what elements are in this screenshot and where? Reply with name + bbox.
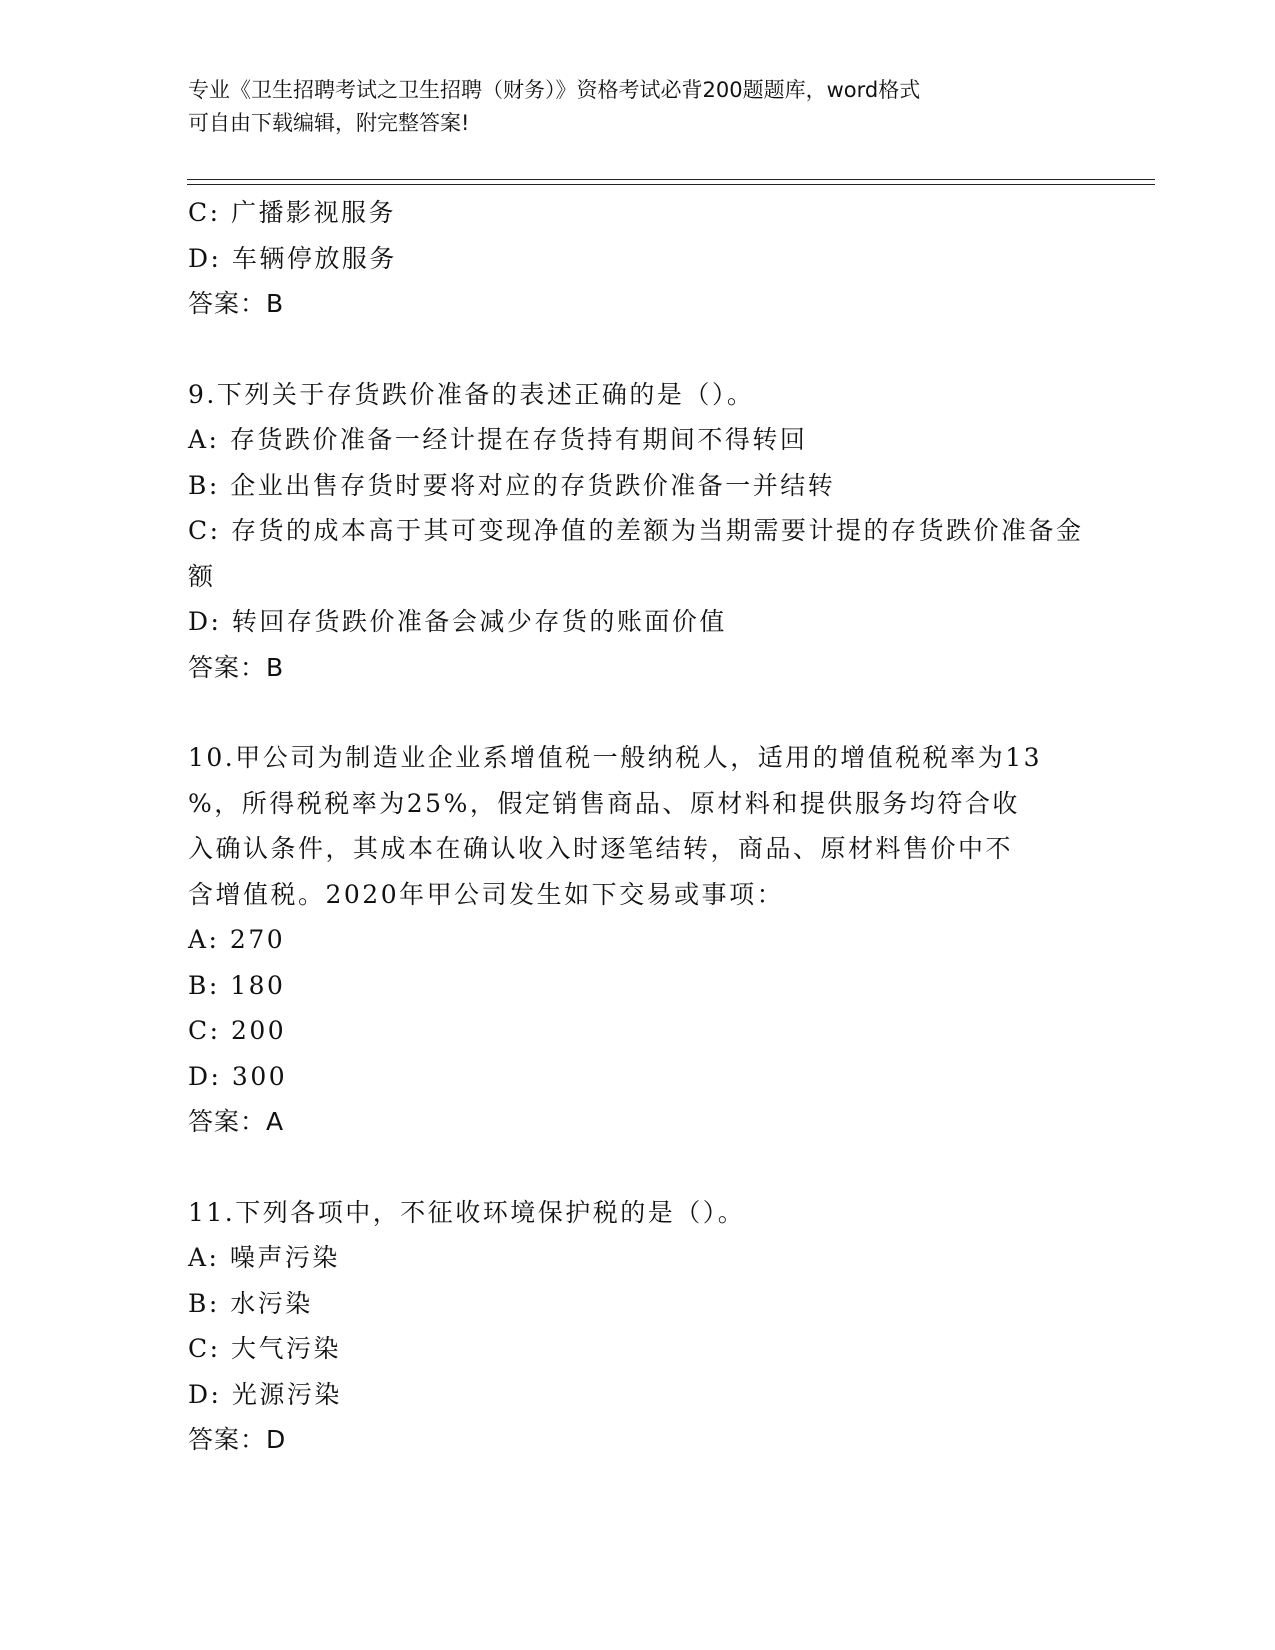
question-stem: 11.下列各项中，不征收环境保护税的是（）。 [188,1197,746,1227]
option-c: C: 广播影视服务 [188,198,396,227]
header-divider-bottom [187,184,1155,185]
question-stem-line: 入确认条件，其成本在确认收入时逐笔结转，商品、原材料售价中不 [188,834,1014,863]
option-c: C: 200 [188,1016,287,1045]
question-stem-line: %，所得税税率为25%，假定销售商品、原材料和提供服务均符合收 [188,788,1020,818]
option-c: C: 大气污染 [188,1334,341,1363]
answer: 答案：B [188,289,285,318]
option-a: A: 存货跌价准备一经计提在存货持有期间不得转回 [188,425,808,454]
answer: 答案：D [188,1425,287,1454]
document-body [188,190,1088,1463]
option-a: A: 噪声污染 [188,1243,340,1272]
answer: 答案：B [188,652,285,682]
question-8 [188,190,1088,327]
option-c: C: 存货的成本高于其可变现净值的差额为当期需要计提的存货跌价准备金额 [188,516,1084,591]
option-b: B: 180 [188,970,286,1000]
option-d: D: 车辆停放服务 [188,243,397,273]
question-11 [188,1190,1088,1463]
option-b: B: 水污染 [188,1288,313,1318]
question-10 [188,735,1088,1145]
question-stem-line: 含增值税。2020年甲公司发生如下交易或事项： [188,879,785,909]
question-stem: 9.下列关于存货跌价准备的表述正确的是（）。 [188,379,755,409]
answer: 答案：A [188,1107,285,1136]
question-9 [188,372,1088,691]
option-d: D: 转回存货跌价准备会减少存货的账面价值 [188,607,727,636]
document-header [188,74,1088,140]
header-line-2: 可自由下载编辑，附完整答案! [188,111,470,135]
question-stem-line: 10.甲公司为制造业企业系增值税一般纳税人，适用的增值税税率为13 [188,743,1043,772]
option-a: A: 270 [188,925,286,954]
header-divider-top [187,179,1155,180]
header-line-1: 专业《卫生招聘考试之卫生招聘（财务）》资格考试必背200题题库，word格式 [188,78,921,102]
option-d: D: 光源污染 [188,1379,342,1409]
option-b: B: 企业出售存货时要将对应的存货跌价准备一并结转 [188,470,836,500]
option-d: D: 300 [188,1061,288,1091]
